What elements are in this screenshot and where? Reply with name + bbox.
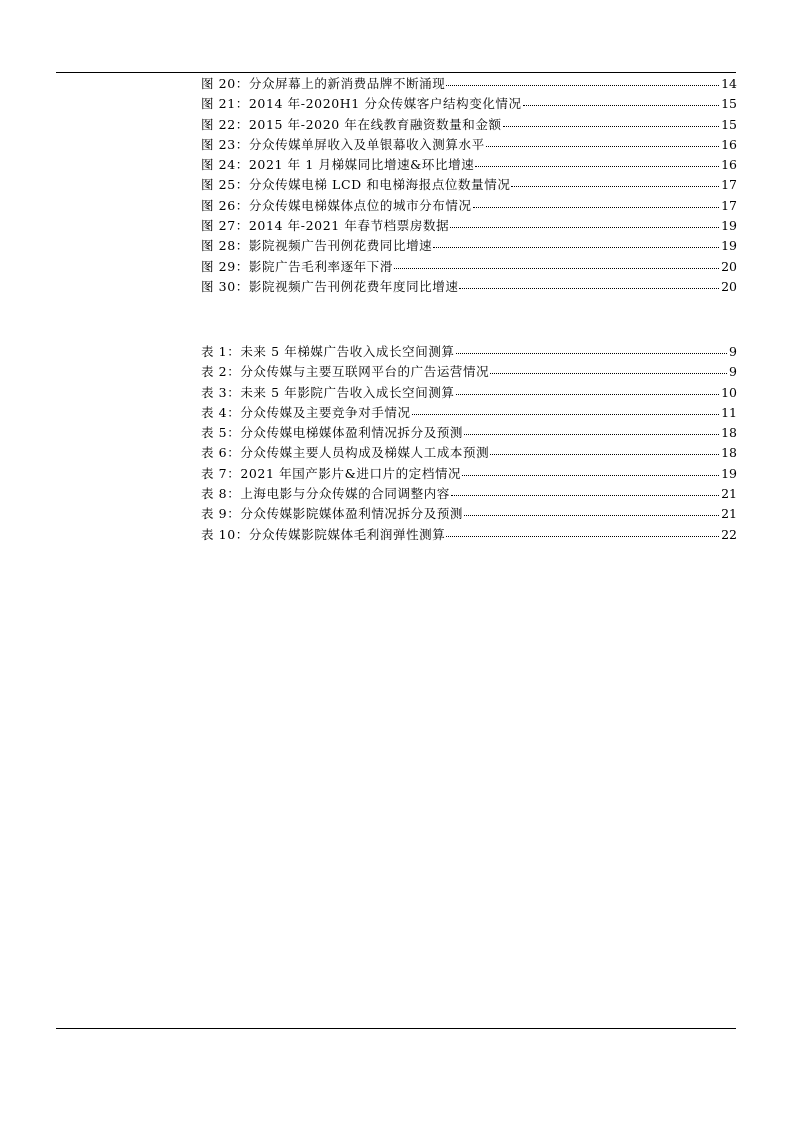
table-toc-entry-label: 表 8：上海电影与分众传媒的合同调整内容	[201, 486, 450, 502]
table-toc-entry[interactable]	[201, 342, 737, 362]
dot-leader	[490, 454, 719, 455]
figure-toc-entry-label: 图 26：分众传媒电梯媒体点位的城市分布情况	[201, 197, 472, 213]
figure-toc-entry[interactable]	[201, 155, 737, 175]
dot-leader	[394, 268, 719, 269]
figure-toc-entry-page-number: 17	[721, 177, 737, 193]
dot-leader	[412, 414, 719, 415]
figure-toc-entry[interactable]	[201, 257, 737, 277]
figure-toc-entry-page-number: 16	[721, 157, 737, 173]
table-toc-entry[interactable]	[201, 443, 737, 463]
figure-toc-entry[interactable]	[201, 175, 737, 195]
table-toc-entry-page-number: 10	[721, 384, 737, 400]
table-toc-entry[interactable]	[201, 525, 737, 545]
table-toc-entry-label: 表 1：未来 5 年梯媒广告收入成长空间测算	[201, 344, 455, 359]
dot-leader	[464, 515, 719, 516]
figure-toc-entry-label: 图 25：分众传媒电梯 LCD 和电梯海报点位数量情况	[201, 177, 511, 193]
figure-toc-entry[interactable]	[201, 277, 737, 297]
dot-leader	[433, 247, 719, 248]
dot-leader	[475, 166, 719, 167]
table-toc-entry-page-number: 19	[721, 465, 737, 481]
figure-toc-entry-label: 图 20：分众屏幕上的新消费品牌不断涌现	[201, 76, 446, 91]
dot-leader	[456, 353, 728, 354]
dot-leader	[450, 227, 719, 228]
figure-toc-entry[interactable]	[201, 115, 737, 135]
table-toc-entry-label: 表 6：分众传媒主要人员构成及梯媒人工成本预测	[201, 445, 490, 461]
figure-toc-entry[interactable]	[201, 94, 737, 114]
figure-list	[201, 74, 737, 297]
figure-toc-entry-page-number: 20	[721, 278, 737, 294]
figure-toc-entry[interactable]	[201, 135, 737, 155]
table-toc-entry[interactable]	[201, 484, 737, 504]
figure-toc-entry-label: 图 28：影院视频广告刊例花费同比增速	[201, 238, 433, 254]
dot-leader	[451, 495, 719, 496]
dot-leader	[446, 536, 719, 537]
dot-leader	[503, 126, 720, 127]
header-rule	[56, 72, 736, 73]
table-toc-entry-page-number: 22	[721, 526, 737, 542]
figure-toc-entry-label: 图 29：影院广告毛利率逐年下滑	[201, 258, 393, 274]
figure-toc-entry-page-number: 19	[721, 218, 737, 234]
figure-toc-entry-page-number: 15	[721, 96, 737, 112]
figure-toc-entry-page-number: 17	[721, 197, 737, 213]
figure-toc-entry-label: 图 23：分众传媒单屏收入及单银幕收入测算水平	[201, 136, 485, 152]
figure-toc-entry-page-number: 19	[721, 238, 737, 254]
dot-leader	[511, 186, 719, 187]
table-toc-entry-page-number: 11	[721, 404, 737, 420]
table-toc-entry[interactable]	[201, 423, 737, 443]
dot-leader	[459, 288, 719, 289]
table-toc-entry-label: 表 7：2021 年国产影片&进口片的定档情况	[201, 465, 462, 481]
figure-toc-entry-label: 图 22：2015 年-2020 年在线教育融资数量和金额	[201, 116, 502, 132]
table-toc-entry-label: 表 3：未来 5 年影院广告收入成长空间测算	[201, 384, 455, 400]
dot-leader	[523, 105, 719, 106]
figure-toc-entry-label: 图 27：2014 年-2021 年春节档票房数据	[201, 218, 450, 234]
table-toc-entry-label: 表 9：分众传媒影院媒体盈利情况拆分及预测	[201, 506, 464, 522]
figure-toc-entry-label: 图 21：2014 年-2020H1 分众传媒客户结构变化情况	[201, 96, 522, 112]
table-toc-entry-label: 表 2：分众传媒与主要互联网平台的广告运营情况	[201, 364, 490, 380]
dot-leader	[446, 85, 719, 86]
table-toc-entry[interactable]	[201, 362, 737, 382]
table-toc-entry-page-number: 9	[729, 364, 737, 380]
figure-toc-entry-page-number: 15	[721, 116, 737, 132]
table-toc-entry-label: 表 10：分众传媒影院媒体毛利润弹性测算	[201, 526, 446, 542]
table-toc-entry[interactable]	[201, 464, 737, 484]
dot-leader	[464, 434, 719, 435]
figure-toc-entry[interactable]	[201, 196, 737, 216]
table-toc-entry[interactable]	[201, 383, 737, 403]
table-toc-entry[interactable]	[201, 504, 737, 524]
figure-toc-entry[interactable]	[201, 216, 737, 236]
dot-leader	[456, 394, 720, 395]
table-toc-entry-page-number: 18	[721, 445, 737, 461]
figure-toc-entry-page-number: 14	[721, 76, 737, 91]
figure-toc-entry-label: 图 30：影院视频广告刊例花费年度同比增速	[201, 278, 459, 294]
table-toc-entry-page-number: 18	[721, 425, 737, 441]
table-toc-entry[interactable]	[201, 403, 737, 423]
table-list	[201, 342, 737, 545]
table-toc-entry-page-number: 21	[721, 506, 737, 522]
table-toc-entry-label: 表 4：分众传媒及主要竞争对手情况	[201, 404, 411, 420]
table-toc-entry-page-number: 9	[729, 344, 737, 359]
dot-leader	[486, 146, 719, 147]
dot-leader	[473, 207, 720, 208]
figure-toc-entry-label: 图 24：2021 年 1 月梯媒同比增速&环比增速	[201, 157, 475, 173]
figure-toc-entry-page-number: 16	[721, 136, 737, 152]
dot-leader	[462, 475, 719, 476]
dot-leader	[490, 373, 727, 374]
table-toc-entry-page-number: 21	[721, 486, 737, 502]
figure-toc-entry[interactable]	[201, 236, 737, 256]
figure-toc-entry-page-number: 20	[721, 258, 737, 274]
table-toc-entry-label: 表 5：分众传媒电梯媒体盈利情况拆分及预测	[201, 425, 464, 441]
figure-toc-entry[interactable]	[201, 74, 737, 94]
footer-rule	[56, 1028, 736, 1029]
